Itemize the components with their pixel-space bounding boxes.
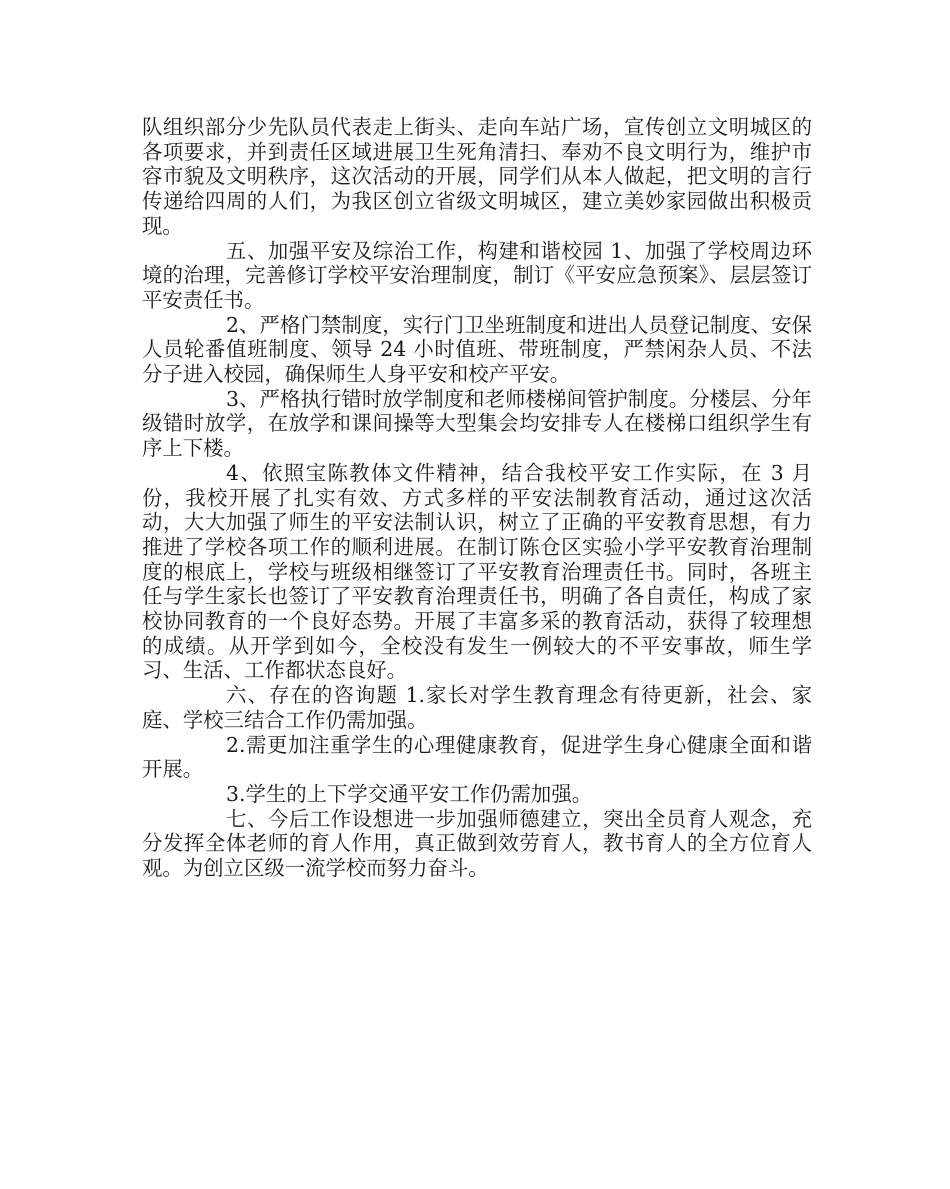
paragraph-activity-summary: 队组织部分少先队员代表走上街头、走向车站广场，宣传创立文明城区的各项要求，并到责任区域进展卫生死角清扫、奉劝不良文明行为，维护市容市貌及文明秩序，这次活动的开展，同学们从本人做起，把文明的言行传递给四周的人们，为我区创立省级文明城区，建立美妙家园做出积极贡现。	[142, 115, 812, 238]
paragraph-section-six-issues: 六、存在的咨询题 1.家长对学生教育理念有待更新，社会、家庭、学校三结合工作仍需加强。	[142, 683, 812, 732]
paragraph-issue-traffic-safety: 3.学生的上下学交通平安工作仍需加强。	[226, 781, 593, 806]
document-page	[142, 115, 812, 881]
paragraph-safety-education: 4、依照宝陈教体文件精神，结合我校平安工作实际，在 3 月份，我校开展了扎实有效、方式多样的平安法制教育活动，通过这次活动，大大加强了师生的平安法制认识，树立了正确的平安教育思想，有力推进了学校各项工作的顺利进展。在制订陈仓区实验小学平安教育治理制度的根底上，学校与班级相继签订了平安教育治理责任书。同时，各班主任与学生家长也签订了平安教育治理责任书，明确了各自责任，构成了家校协同教育的一个良好态势。开展了丰富多采的教育活动，获得了较理想的成绩。从开学到如今，全校没有发生一例较大的不平安事故，师生学习、生活、工作都状态良好。	[142, 460, 812, 683]
paragraph-section-seven-plans: 七、今后工作设想进一步加强师德建立，突出全员育人观念，充分发挥全体老师的育人作用，真正做到效劳育人，教书育人的全方位育人观。为创立区级一流学校而努力奋斗。	[142, 806, 812, 881]
paragraph-issue-mental-health: 2.需更加注重学生的心理健康教育，促进学生身心健康全面和谐开展。	[142, 732, 812, 782]
paragraph-access-control: 2、严格门禁制度，实行门卫坐班制度和进出人员登记制度、安保人员轮番值班制度、领导 24 小时值班、带班制度，严禁闲杂人员、不法分子进入校园，确保师生人身平安和校产平安。	[142, 312, 812, 387]
paragraph-staggered-dismissal: 3、严格执行错时放学制度和老师楼梯间管护制度。分楼层、分年级错时放学，在放学和课间操等大型集会均安排专人在楼梯口组织学生有序上下楼。	[142, 386, 812, 461]
paragraph-section-five-safety: 五、加强平安及综治工作，构建和谐校园 1、加强了学校周边环境的治理，完善修订学校平安治理制度，制订《平安应急预案》、层层签订平安责任书。	[142, 238, 812, 312]
